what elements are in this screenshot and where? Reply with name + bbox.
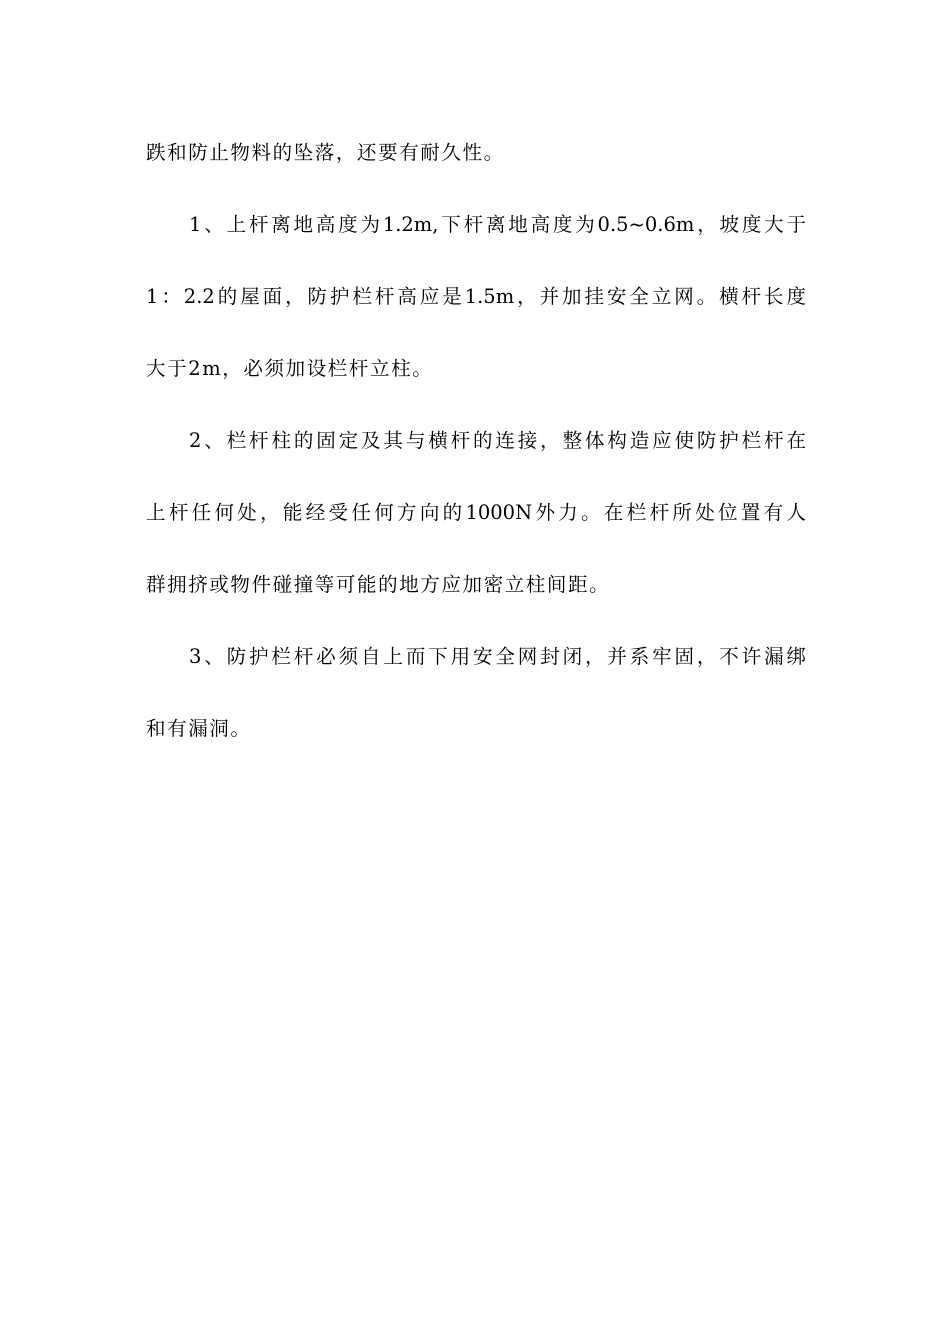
text-line: 2、栏杆柱的固定及其与横杆的连接，整体构造应使防护栏杆在 [189, 429, 806, 452]
text-line: 群拥挤或物件碰撞等可能的地方应加密立柱间距。 [146, 573, 611, 596]
document-body [146, 131, 806, 779]
text-line: 1、上杆离地高度为1.2m,下杆离地高度为0.5~0.6m，坡度大于 [189, 213, 806, 236]
text-line: 和有漏洞。 [146, 717, 252, 740]
text-line: 大于2m，必须加设栏杆立柱。 [146, 357, 434, 380]
text-line: 1：2.2的屋面，防护栏杆高应是1.5m，并加挂安全立网。横杆长度 [146, 285, 806, 308]
text-line: 3、防护栏杆必须自上而下用安全网封闭，并系牢固，不许漏绑 [189, 645, 806, 668]
text-line: 上杆任何处，能经受任何方向的1000N外力。在栏杆所处位置有人 [146, 501, 806, 524]
text-line: 跌和防止物料的坠落，还要有耐久性。 [146, 141, 505, 164]
